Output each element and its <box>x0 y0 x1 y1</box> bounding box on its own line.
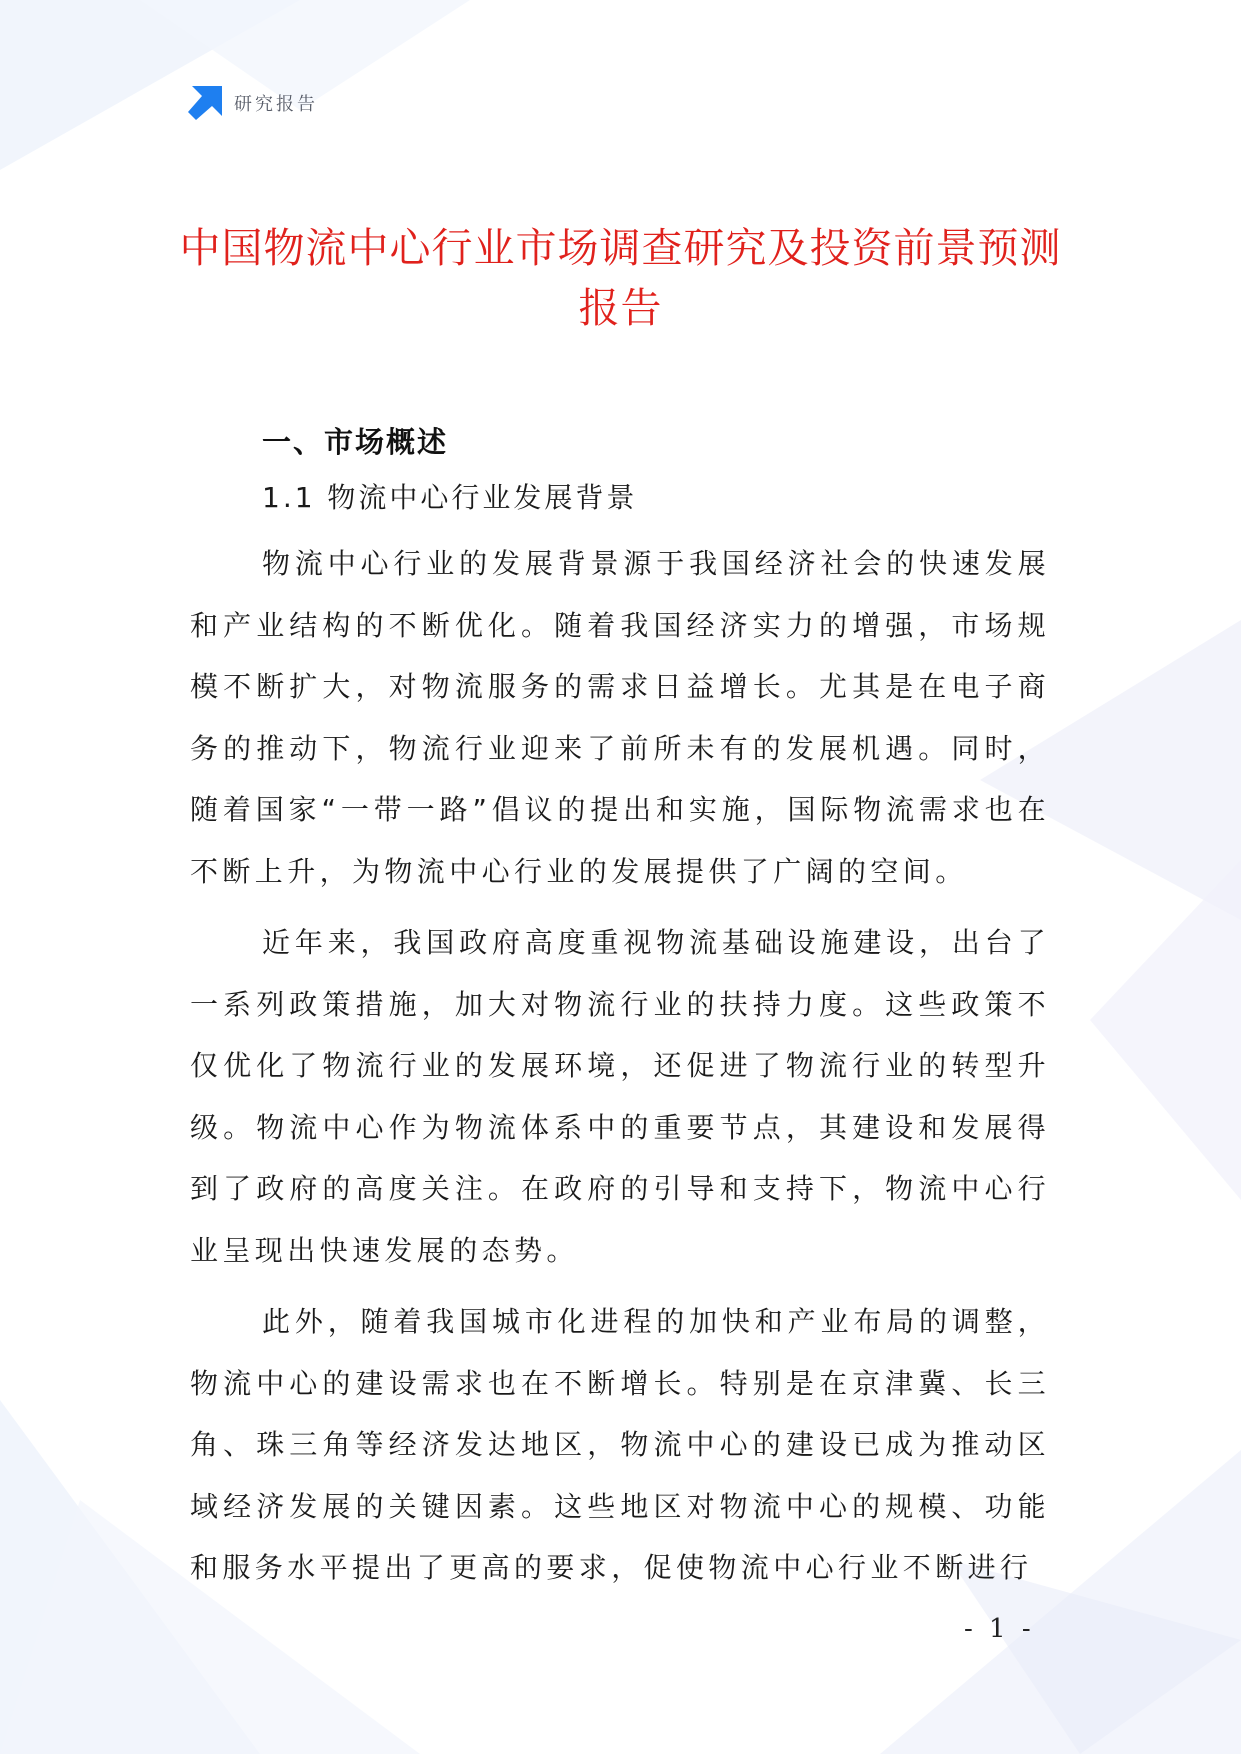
subsection-heading: 1.1 物流中心行业发展背景 <box>262 481 638 514</box>
paragraph: 近年来，我国政府高度重视物流基础设施建设，出台了一系列政策措施，加大对物流行业的扶持力度。这些政策不仅优化了物流行业的发展环境，还促进了物流行业的转型升级。物流中心作为物流体系中的重要节点，其建设和发展得到了政府的高度关注。在政府的引导和支持下，物流中心行业呈现出快速发展的态势。 <box>190 926 1050 1267</box>
page-number: - 1 - <box>964 1614 1035 1644</box>
paragraph: 此外，随着我国城市化进程的加快和产业布局的调整，物流中心的建设需求也在不断增长。特别是在京津冀、长三角、珠三角等经济发达地区，物流中心的建设已成为推动区域经济发展的关键因素。这些地区对物流中心的规模、功能和服务水平提出了更高的要求，促使物流中心行业不断进行 <box>190 1305 1050 1584</box>
document-title: 中国物流中心行业市场调查研究及投资前景预测报告 <box>179 224 1062 332</box>
paragraph: 物流中心行业的发展背景源于我国经济社会的快速发展和产业结构的不断优化。随着我国经济实力的增强，市场规模不断扩大，对物流服务的需求日益增长。尤其是在电子商务的推动下，物流行业迎来了前所未有的发展机遇。同时，随着国家“一带一路”倡议的提出和实施，国际物流需求也在不断上升，为物流中心行业的发展提供了广阔的空间。 <box>190 547 1050 888</box>
header-label: 研究报告 <box>234 94 318 115</box>
arrow-up-right-icon <box>188 86 222 120</box>
section-heading: 一、市场概述 <box>262 425 449 459</box>
report-header <box>188 86 318 120</box>
document-body <box>190 417 1050 1599</box>
